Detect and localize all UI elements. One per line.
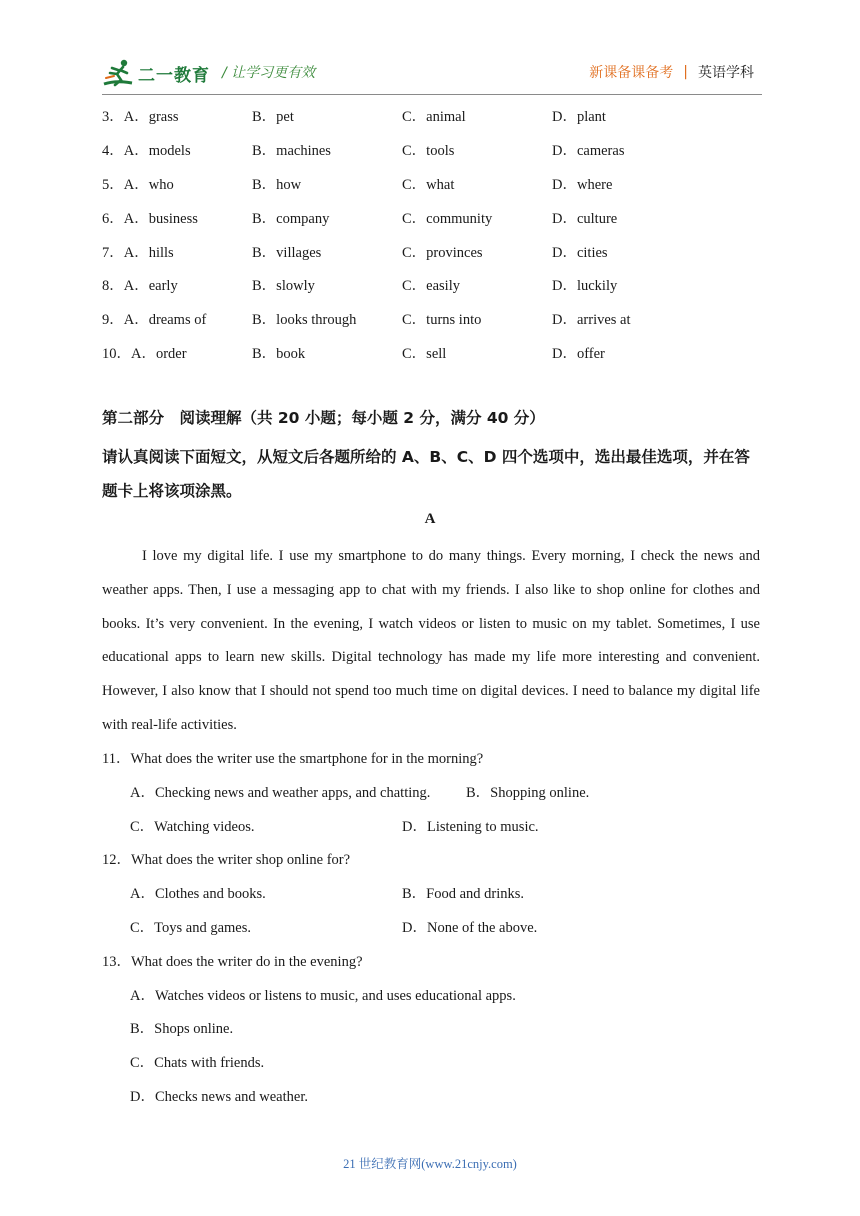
option-c: C．sell (402, 346, 447, 362)
answer-option: C．Chats with friends. (130, 1055, 265, 1071)
option-d: D．culture (552, 211, 618, 227)
option-row (102, 173, 762, 193)
question-13: 13．What does the writer do in the evening? (102, 954, 363, 970)
option-d: D．luckily (552, 278, 618, 294)
option-c: C．tools (402, 143, 455, 159)
question-12: 12．What does the writer shop online for? (102, 852, 351, 868)
answer-option: B．Shops online. (130, 1021, 234, 1037)
section-title: 第二部分 阅读理解（共 20 小题；每小题 2 分，满分 40 分） (102, 409, 545, 427)
option-a: 7．A．hills (102, 245, 174, 261)
instructions: 请认真阅读下面短文，从短文后各题所给的 A、B、C、D 四个选项中，选出最佳选项，并在答题卡上将该项涂黑。 (102, 448, 750, 500)
option-row (102, 105, 762, 125)
option-row (102, 207, 762, 227)
header-separator: | (683, 64, 688, 80)
option-c: C．turns into (402, 312, 482, 328)
option-a: 8．A．early (102, 278, 178, 294)
answer-option: C．Toys and games. (130, 920, 252, 936)
runner-logo-icon (102, 58, 136, 88)
logo (102, 58, 210, 88)
option-a: 3．A．grass (102, 109, 179, 125)
option-b: B．slowly (252, 278, 315, 294)
option-a: 9．A．dreams of (102, 312, 207, 328)
option-c: C．what (402, 177, 455, 193)
page-header (102, 52, 762, 95)
option-d: D．arrives at (552, 312, 631, 328)
option-row (102, 139, 762, 159)
page-footer: 21 世纪教育网(www.21cnjy.com) (343, 1157, 517, 1171)
option-d: D．where (552, 177, 613, 193)
answer-option: B．Shopping online. (466, 785, 590, 801)
option-row (102, 308, 762, 328)
header-course-label: 新课备课备考 (589, 65, 674, 81)
answer-option: A．Checking news and weather apps, and chatting. (130, 785, 431, 801)
option-row (102, 274, 762, 294)
option-c: C．community (402, 211, 493, 227)
passage-label: A (424, 511, 436, 527)
logo-text: 二一教育 (138, 65, 210, 86)
question-11: 11．What does the writer use the smartphone for in the morning? (102, 751, 484, 767)
option-c: C．animal (402, 109, 466, 125)
option-d: D．offer (552, 346, 605, 362)
option-c: C．easily (402, 278, 460, 294)
answer-option: A．Clothes and books. (130, 886, 266, 902)
option-b: B．book (252, 346, 306, 362)
answer-option: D．Listening to music. (402, 819, 539, 835)
option-d: D．cameras (552, 143, 625, 159)
answer-option: D．None of the above. (402, 920, 538, 936)
option-a: 6．A．business (102, 211, 198, 227)
option-b: B．villages (252, 245, 322, 261)
option-d: D．plant (552, 109, 606, 125)
header-subject-label: 英语学科 (698, 65, 754, 81)
option-b: B．looks through (252, 312, 357, 328)
answer-option: A．Watches videos or listens to music, and uses educational apps. (130, 988, 516, 1004)
option-a: 10．A．order (102, 346, 187, 362)
option-b: B．machines (252, 143, 331, 159)
option-row (102, 342, 762, 362)
header-right (589, 62, 754, 82)
answer-option: B．Food and drinks. (402, 886, 525, 902)
option-b: B．company (252, 211, 330, 227)
answer-option: D．Checks news and weather. (130, 1089, 308, 1105)
option-b: B．pet (252, 109, 294, 125)
answer-option: C．Watching videos. (130, 819, 255, 835)
header-slogan: / 让学习更有效 (222, 65, 316, 81)
option-a: 5．A．who (102, 177, 174, 193)
option-d: D．cities (552, 245, 608, 261)
option-a: 4．A．models (102, 143, 191, 159)
option-row (102, 241, 762, 261)
option-b: B．how (252, 177, 302, 193)
passage-text: I love my digital life. I use my smartphone to do many things. Every morning, I check the news and weather apps. Then, I use a messaging app to chat with my friends. I also like to shop online for clothes and books. It’s very convenient. In the evening, I watch videos or listen to music on my tablet. Sometimes, I use educational apps to learn new skills. Digital technology has made my life more interesting and convenient. However, I also know that I should not spend too much time on digital devices. I need to balance my digital life with real-life activities. (102, 548, 760, 733)
option-c: C．provinces (402, 245, 483, 261)
